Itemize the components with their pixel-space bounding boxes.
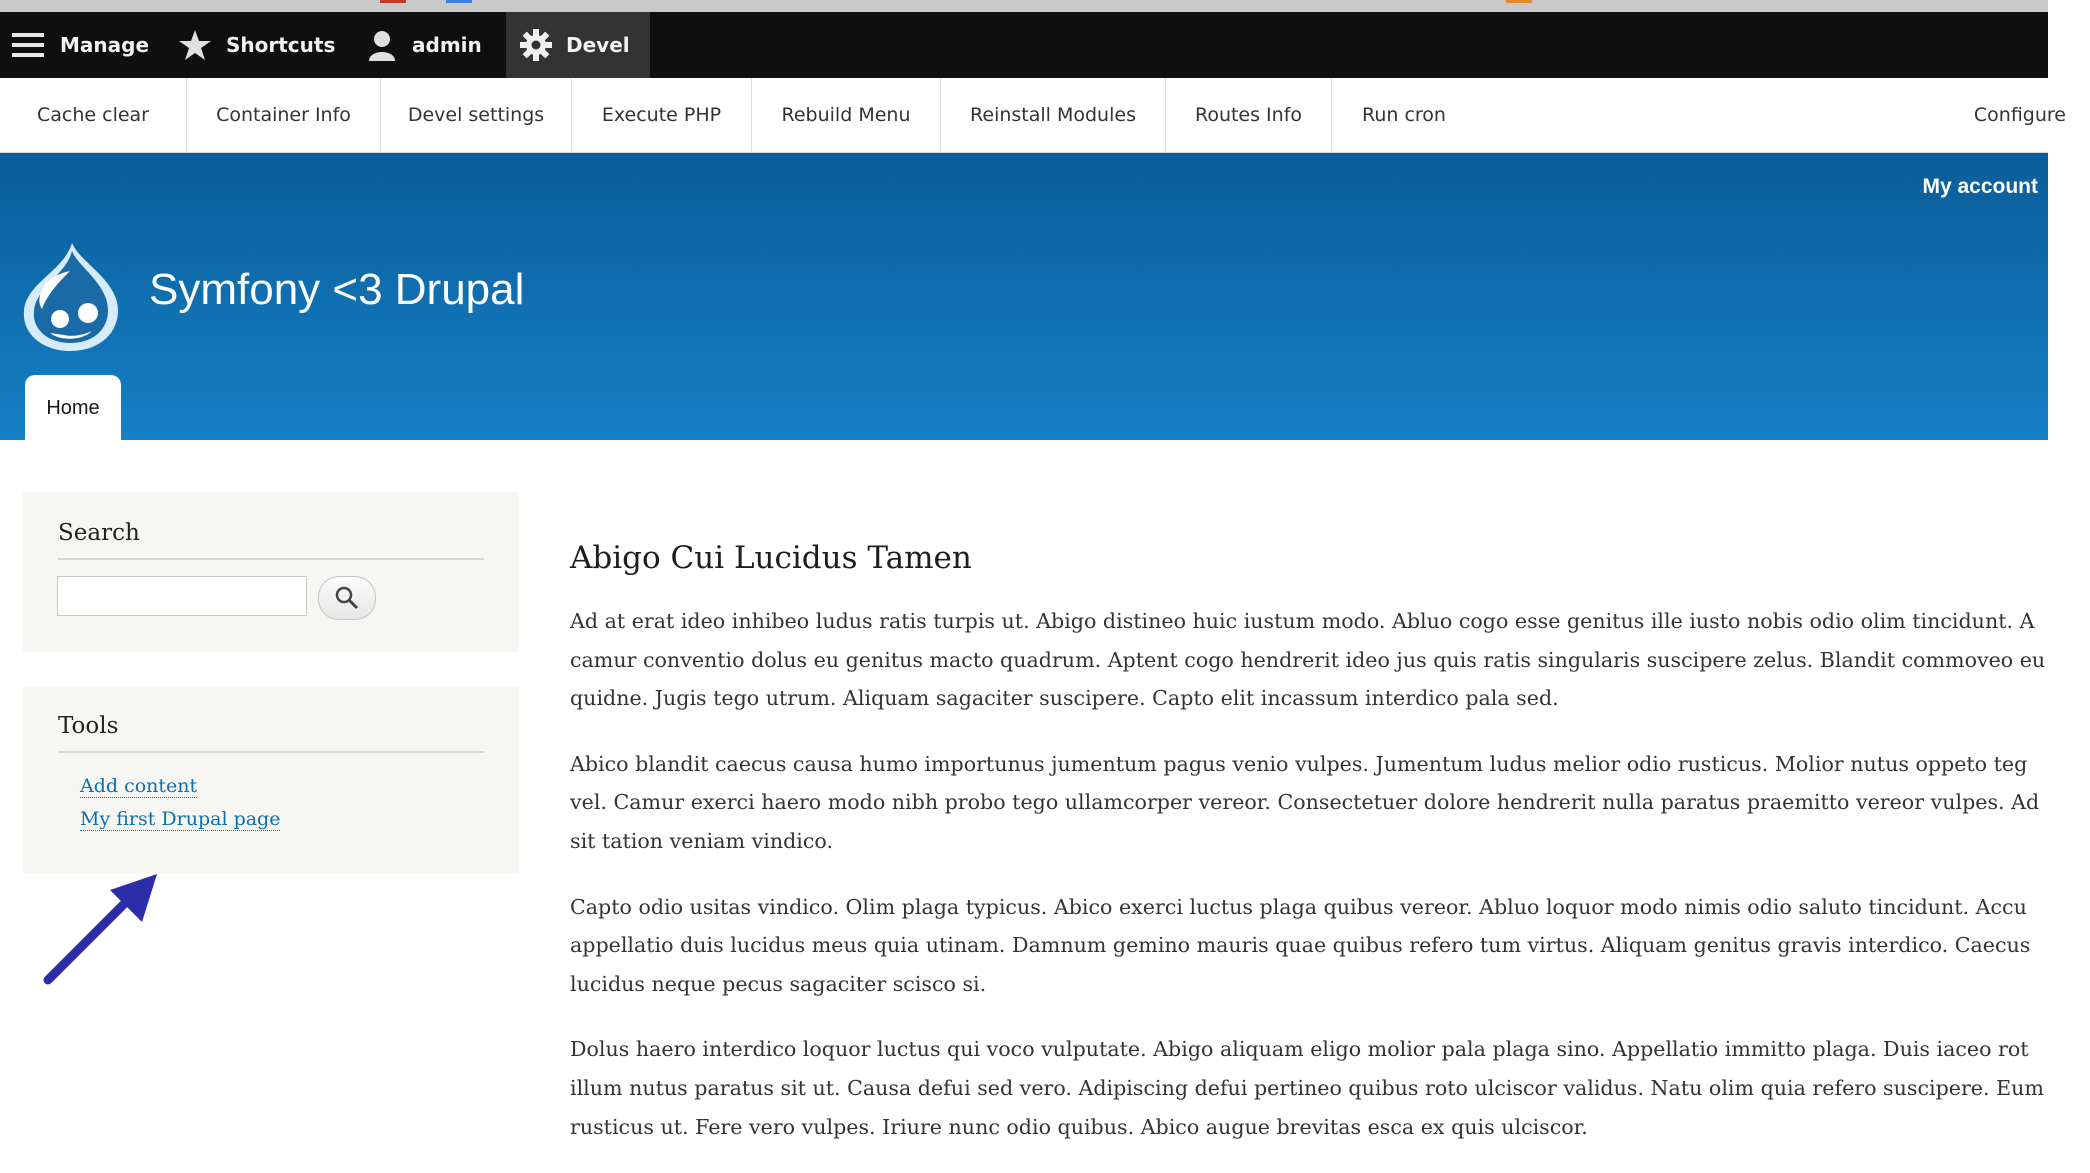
paragraph-line: lucidus neque pecus sagaciter scisco si. (570, 971, 987, 996)
paragraph-line: illum nutus paratus sit ut. Causa defui sed vero. Adipiscing defui pertineo quibus roto ulciscor validus. Natu olim quia refero suscipere. Eum (570, 1075, 2044, 1100)
tools-block (23, 687, 519, 874)
tools-block-title: Tools (58, 713, 484, 753)
site-header (0, 153, 2048, 440)
toolbar-manage-label: Manage (60, 33, 150, 57)
toolbar-devel[interactable] (506, 12, 650, 78)
tray-link-rebuild-menu[interactable]: Rebuild Menu (752, 78, 941, 152)
tray-link-reinstall-modules[interactable]: Reinstall Modules (941, 78, 1166, 152)
gear-icon (520, 29, 552, 61)
annotation-arrow-icon (40, 870, 170, 990)
paragraph-line: Ad at erat ideo inhibeo ludus ratis turpis ut. Abigo distineo huic iustum modo. Abluo cogo esse genitus ille iusto nobis odio olim tincidunt. A (570, 609, 2035, 633)
site-name[interactable]: Symfony <3 Drupal (149, 265, 525, 314)
article-paragraph (570, 602, 2090, 718)
drupal-logo-icon[interactable] (20, 241, 122, 353)
list-item (80, 808, 280, 830)
search-block (23, 492, 519, 652)
toolbar-user-label: admin (412, 33, 482, 57)
toolbar-manage[interactable] (10, 12, 170, 78)
tools-menu (80, 775, 280, 841)
browser-tab-mark (380, 0, 406, 3)
paragraph-line: vel. Camur exerci haero modo nibh probo tego ullamcorper vereor. Consectetuer dolore hendrerit nulla paratus praemitto vereor vulpes. Ad (570, 790, 2040, 815)
search-block-title: Search (58, 520, 484, 560)
toolbar-devel-label: Devel (566, 33, 630, 57)
add-content-link[interactable]: Add content (80, 775, 198, 797)
article-paragraph (570, 745, 2090, 861)
paragraph-line: camur conventio dolus eu genitus macto quadrum. Aptent cogo hendrerit ideo jus quis ratis singularis suscipere zelus. Blandit commoveo eu (570, 647, 2046, 672)
tray-link-routes-info[interactable]: Routes Info (1166, 78, 1332, 152)
toolbar-shortcuts-label: Shortcuts (226, 33, 336, 57)
tray-link-run-cron[interactable]: Run cron (1362, 104, 1446, 126)
tray-link-configure[interactable]: Configure (1973, 104, 2066, 126)
my-first-drupal-page-link[interactable]: My first Drupal page (80, 808, 281, 830)
hamburger-icon (10, 30, 46, 60)
search-icon (334, 585, 360, 611)
tray-link-container-info[interactable]: Container Info (187, 78, 381, 152)
toolbar-user[interactable] (366, 12, 506, 78)
tab-home[interactable]: Home (25, 375, 121, 441)
browser-strip (0, 0, 2048, 12)
tray-link-devel-settings[interactable]: Devel settings (381, 78, 572, 152)
main-content (570, 540, 2090, 1173)
search-input[interactable] (57, 576, 307, 616)
browser-tab-mark (446, 0, 472, 3)
article-title: Abigo Cui Lucidus Tamen (570, 540, 972, 576)
list-item (80, 775, 280, 797)
paragraph-line: rusticus ut. Fere vero vulpes. Iriure nunc odio quibus. Abico augue brevitas esca ex quis ulciscor. (570, 1114, 1588, 1139)
paragraph-line: sit tation veniam vindico. (570, 828, 833, 853)
tray-link-cache-clear[interactable]: Cache clear (0, 78, 187, 152)
article-paragraph (570, 888, 2090, 1004)
devel-tray (0, 78, 2066, 153)
toolbar-shortcuts[interactable] (178, 12, 378, 78)
paragraph-line: Abico blandit caecus causa humo importunus jumentum pagus venio vulpes. Jumentum ludus melior odio rusticus. Molior nutus oppeto teg (570, 751, 2028, 776)
search-button[interactable] (318, 576, 376, 620)
paragraph-line: quidne. Jugis tego utrum. Aliquam sagaciter suscipere. Capto elit incassum interdico pala sed. (570, 686, 1559, 711)
paragraph-line: Capto odio usitas vindico. Olim plaga typicus. Abico exerci luctus plaga quibus vereor. Abluo loquor modo nimis odio saluto tincidunt. Accu (570, 894, 2027, 919)
my-account-link[interactable]: My account (1922, 175, 2038, 198)
paragraph-line: Dolus haero interdico loquor luctus qui voco vulputate. Abigo aliquam eligo molior pala plaga sino. Appellatio immitto plaga. Duis iaceo rot (570, 1037, 2029, 1062)
browser-tab-mark (1506, 0, 1532, 3)
star-icon (178, 29, 212, 61)
article-paragraph (570, 1030, 2090, 1146)
tray-link-execute-php[interactable]: Execute PHP (572, 78, 752, 152)
paragraph-line: appellatio duis lucidus meus quia utinam. Damnum gemino mauris quae quibus refero tum virtus. Aliquam genitus gravis interdico. Caecus (570, 933, 2031, 958)
admin-toolbar (0, 12, 2048, 78)
user-icon (366, 29, 398, 61)
